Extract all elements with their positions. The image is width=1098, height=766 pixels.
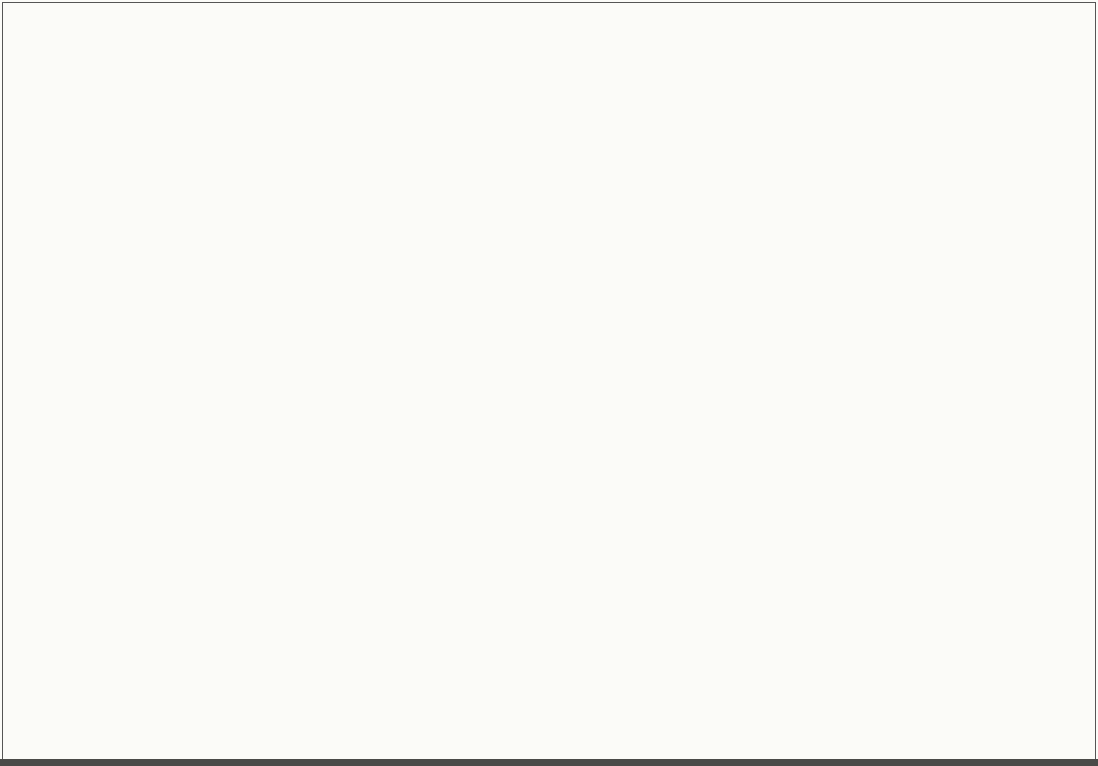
map-border: [2, 2, 1096, 764]
bottom-bar: [0, 759, 1098, 766]
